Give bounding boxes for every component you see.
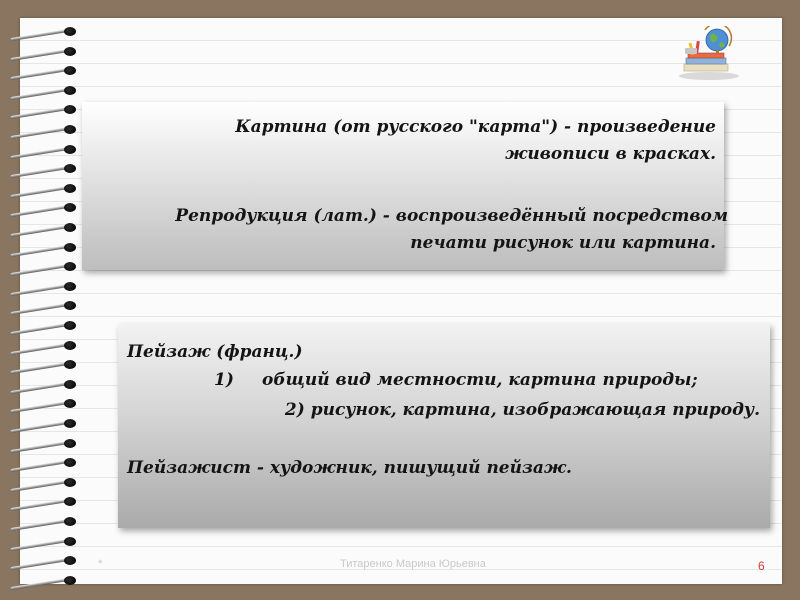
spiral-ring-hole — [64, 223, 76, 232]
school-supplies-globe-icon — [676, 26, 742, 82]
spiral-ring-hole — [64, 478, 76, 487]
peyzazh-item-2: 2) рисунок, картина, изображающая природу. — [284, 400, 760, 420]
spiral-binding — [0, 0, 120, 600]
spiral-ring-hole — [64, 556, 76, 565]
spiral-ring-wire — [10, 264, 68, 276]
spiral-ring-hole — [64, 282, 76, 291]
spiral-ring-wire — [10, 343, 68, 355]
spiral-ring-wire — [10, 499, 68, 511]
spiral-ring-hole — [64, 105, 76, 114]
peyzazh-box — [118, 324, 770, 528]
spiral-ring-hole — [64, 203, 76, 212]
footer-author: Титаренко Марина Юрьевна — [340, 558, 486, 570]
spiral-ring-wire — [10, 421, 68, 433]
spiral-ring-wire — [10, 519, 68, 531]
peyzazhist-definition: Пейзажист - художник, пишущий пейзаж. — [127, 458, 572, 478]
page-number: 6 — [758, 559, 765, 573]
spiral-ring-wire — [10, 245, 68, 257]
spiral-ring-hole — [64, 497, 76, 506]
spiral-ring-wire — [10, 49, 68, 61]
spiral-ring-wire — [10, 127, 68, 139]
peyzazh-item-1-text: общий вид местности, картина природы; — [262, 370, 698, 390]
spiral-ring-wire — [10, 441, 68, 453]
spiral-ring-wire — [10, 362, 68, 374]
spiral-ring-wire — [10, 460, 68, 472]
spiral-ring-hole — [64, 243, 76, 252]
spiral-ring-hole — [64, 125, 76, 134]
spiral-ring-hole — [64, 86, 76, 95]
spiral-ring-wire — [10, 225, 68, 237]
kartina-definition-line-1: Картина (от русского "карта") - произведение — [235, 117, 716, 137]
spiral-ring-wire — [10, 401, 68, 413]
kartina-definition-line-2: живописи в красках. — [505, 144, 716, 164]
spiral-ring-hole — [64, 439, 76, 448]
spiral-ring-wire — [10, 147, 68, 159]
spiral-ring-hole — [64, 262, 76, 271]
spiral-ring-hole — [64, 66, 76, 75]
spiral-ring-wire — [10, 558, 68, 570]
spiral-ring-hole — [64, 537, 76, 546]
spiral-ring-wire — [10, 284, 68, 296]
reproduktsiya-definition-line-1: Репродукция (лат.) - воспроизведённый посредством — [175, 206, 728, 226]
spiral-ring-hole — [64, 380, 76, 389]
spiral-ring-hole — [64, 399, 76, 408]
spiral-ring-hole — [64, 47, 76, 56]
spiral-ring-hole — [64, 517, 76, 526]
spiral-ring-wire — [10, 578, 68, 590]
spiral-ring-wire — [10, 29, 68, 41]
spiral-ring-hole — [64, 145, 76, 154]
peyzazh-item-1-number: 1) — [214, 370, 234, 390]
spiral-ring-wire — [10, 382, 68, 394]
spiral-ring-hole — [64, 301, 76, 310]
spiral-ring-wire — [10, 107, 68, 119]
spiral-ring-hole — [64, 341, 76, 350]
spiral-ring-wire — [10, 186, 68, 198]
peyzazh-heading: Пейзаж (франц.) — [127, 342, 303, 362]
spiral-ring-hole — [64, 576, 76, 585]
spiral-ring-hole — [64, 419, 76, 428]
spiral-ring-wire — [10, 303, 68, 315]
definitions-box — [82, 102, 728, 270]
spiral-ring-wire — [10, 88, 68, 100]
spiral-ring-wire — [10, 480, 68, 492]
spiral-ring-hole — [64, 458, 76, 467]
spiral-ring-wire — [10, 166, 68, 178]
spiral-ring-wire — [10, 539, 68, 551]
spiral-ring-hole — [64, 164, 76, 173]
spiral-ring-hole — [64, 27, 76, 36]
spiral-ring-wire — [10, 68, 68, 80]
spiral-ring-wire — [10, 323, 68, 335]
reproduktsiya-definition-line-2: печати рисунок или картина. — [410, 233, 716, 253]
spiral-ring-hole — [64, 321, 76, 330]
spiral-ring-hole — [64, 184, 76, 193]
spiral-ring-wire — [10, 205, 68, 217]
footer-marker: * — [98, 558, 103, 570]
spiral-ring-hole — [64, 360, 76, 369]
